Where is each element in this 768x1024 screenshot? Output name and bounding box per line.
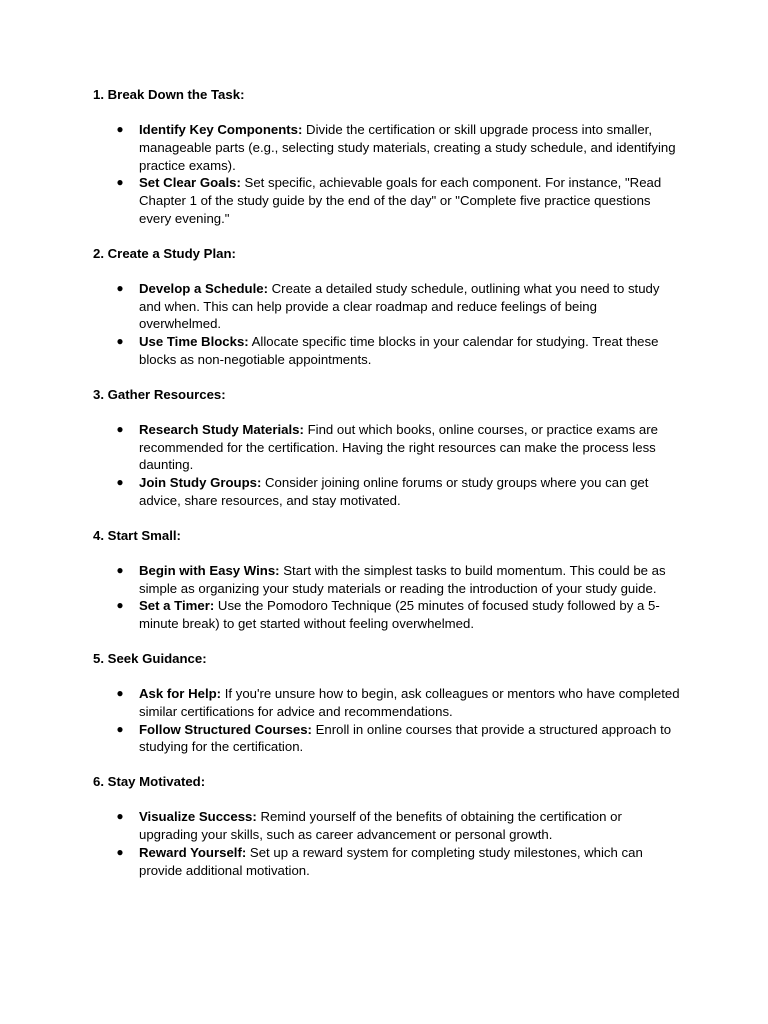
- list-item: [93, 597, 680, 633]
- item-title: Develop a Schedule:: [139, 280, 268, 296]
- item-text: Remind yourself of the benefits of obtaining the certification or upgrading your skills, such as career advancement or personal growth.: [139, 809, 622, 842]
- item-title: Reward Yourself:: [139, 844, 247, 860]
- item-text: Create a detailed study schedule, outlining what you need to study and when. This can help provide a clear roadmap and reduce feelings of being overwhelmed.: [139, 280, 660, 332]
- item-title: Set Clear Goals:: [139, 175, 241, 191]
- list-item: [93, 333, 680, 369]
- section-break-down-task: [93, 86, 680, 228]
- item-title: Begin with Easy Wins:: [139, 562, 280, 578]
- item-text: Start with the simplest tasks to build momentum. This could be as simple as organizing your study materials or reading the introduction of your study guide.: [139, 562, 666, 596]
- bullet-icon: ●: [116, 334, 124, 349]
- list-item: [93, 280, 680, 333]
- item-text: Enroll in online courses that provide a structured approach to studying for the certification.: [139, 721, 672, 755]
- bullet-icon: ●: [116, 809, 124, 824]
- section-heading: 3. Gather Resources:: [93, 386, 226, 402]
- item-title: Set a Timer:: [139, 598, 215, 614]
- item-text: Set specific, achievable goals for each component. For instance, "Read Chapter 1 of the study guide by the end of the day" or "Complete five practice questions every evening.": [139, 175, 662, 226]
- list-item: [93, 174, 680, 227]
- item-title: Ask for Help:: [139, 685, 222, 701]
- section-heading: 4. Start Small:: [93, 527, 181, 543]
- bullet-list: [93, 562, 680, 633]
- bullet-list: [93, 280, 680, 369]
- bullet-icon: ●: [116, 475, 124, 490]
- item-title: Identify Key Components:: [139, 122, 303, 137]
- section-gather-resources: [93, 386, 680, 510]
- section-heading: 6. Stay Motivated:: [93, 774, 206, 790]
- item-text: Consider joining online forums or study groups where you can get advice, share resources, and stay motivated.: [139, 475, 649, 508]
- bullet-icon: ●: [116, 844, 124, 859]
- item-title: Join Study Groups:: [139, 475, 262, 491]
- list-item: [93, 808, 680, 844]
- item-title: Use Time Blocks:: [139, 334, 249, 350]
- item-text: Use the Pomodoro Technique (25 minutes of focused study followed by a 5-minute break) to get started without feeling overwhelmed.: [139, 598, 660, 632]
- item-text: Set up a reward system for completing study milestones, which can provide additional motivation.: [139, 844, 643, 878]
- list-item: [93, 121, 680, 174]
- section-heading: 2. Create a Study Plan:: [93, 245, 236, 261]
- bullet-list: [93, 421, 680, 510]
- bullet-icon: ●: [116, 280, 124, 295]
- section-create-study-plan: [93, 245, 680, 369]
- bullet-icon: ●: [116, 685, 124, 700]
- bullet-list: [93, 808, 680, 879]
- list-item: [93, 844, 680, 880]
- item-text: Allocate specific time blocks in your calendar for studying. Treat these blocks as non-negotiable appointments.: [139, 334, 659, 367]
- bullet-list: [93, 685, 680, 756]
- bullet-icon: ●: [116, 175, 124, 190]
- bullet-icon: ●: [116, 562, 124, 577]
- list-item: [93, 721, 680, 757]
- list-item: [93, 685, 680, 721]
- item-title: Research Study Materials:: [139, 421, 304, 437]
- section-stay-motivated: [93, 773, 680, 879]
- item-text: Divide the certification or skill upgrade process into smaller, manageable parts (e.g., selecting study materials, creating a study schedule, and identifying practice exams).: [139, 122, 676, 173]
- list-item: [93, 562, 680, 598]
- bullet-list: [93, 121, 680, 228]
- bullet-icon: ●: [116, 122, 124, 136]
- list-item: [93, 474, 680, 510]
- item-text: Find out which books, online courses, or practice exams are recommended for the certification. Having the right resources can make the process less daunting.: [139, 421, 658, 473]
- item-text: If you're unsure how to begin, ask colleagues or mentors who have completed similar certifications for advice and recommendations.: [139, 685, 680, 719]
- section-heading: 1. Break Down the Task:: [93, 87, 245, 102]
- bullet-icon: ●: [116, 421, 124, 436]
- section-start-small: [93, 527, 680, 633]
- item-title: Follow Structured Courses:: [139, 721, 312, 737]
- bullet-icon: ●: [116, 721, 124, 736]
- section-heading: 5. Seek Guidance:: [93, 650, 207, 666]
- item-title: Visualize Success:: [139, 809, 257, 825]
- bullet-icon: ●: [116, 598, 124, 613]
- section-seek-guidance: [93, 650, 680, 756]
- list-item: [93, 421, 680, 474]
